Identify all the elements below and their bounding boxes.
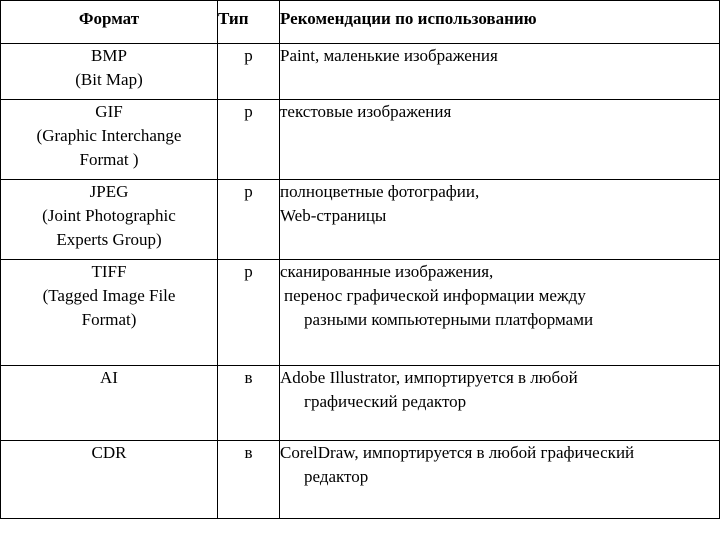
format-cell: [1, 441, 218, 519]
recommendation-line: Web-страницы: [280, 206, 387, 225]
recommendation-line: текстовые изображения: [280, 102, 452, 121]
format-cell: [1, 44, 218, 100]
table-row: [1, 441, 720, 519]
table-row: [1, 100, 720, 180]
type-cell: в: [218, 441, 280, 519]
recommendation-cell: [280, 260, 720, 366]
format-description: Experts Group): [56, 230, 162, 249]
recommendation-line: разными компьютерными платформами: [304, 310, 594, 329]
table-row: [1, 180, 720, 260]
header-type: Тип: [218, 1, 280, 44]
recommendation-cell: [280, 366, 720, 441]
format-cell: [1, 100, 218, 180]
recommendation-line: Paint, маленькие изображения: [280, 46, 498, 65]
table-row: [1, 260, 720, 366]
type-cell: в: [218, 366, 280, 441]
recommendation-line: перенос графической информации между: [284, 286, 586, 305]
table-row: [1, 366, 720, 441]
recommendation-line: Adobe Illustrator, импортируется в любой: [280, 368, 578, 387]
format-name: CDR: [91, 443, 127, 462]
recommendation-cell: [280, 44, 720, 100]
format-description: Format): [81, 310, 137, 329]
format-description: (Tagged Image File: [42, 286, 176, 305]
type-cell: р: [218, 260, 280, 366]
format-name: BMP: [91, 46, 127, 65]
recommendation-cell: [280, 100, 720, 180]
recommendation-line: CorelDraw, импортируется в любой графический: [280, 443, 635, 462]
recommendation-cell: [280, 180, 720, 260]
type-cell: р: [218, 44, 280, 100]
format-name: TIFF: [91, 262, 127, 281]
format-name: JPEG: [89, 182, 129, 201]
format-name: GIF: [95, 102, 123, 121]
recommendation-line: графический редактор: [304, 392, 467, 411]
format-description: (Joint Photographic: [42, 206, 176, 225]
format-cell: [1, 180, 218, 260]
recommendation-line: полноцветные фотографии,: [280, 182, 480, 201]
type-cell: р: [218, 100, 280, 180]
header-recommendations: Рекомендации по использованию: [280, 1, 720, 44]
format-description: (Graphic Interchange: [36, 126, 182, 145]
format-cell: [1, 366, 218, 441]
recommendation-line: сканированные изображения,: [280, 262, 494, 281]
type-cell: р: [218, 180, 280, 260]
table-header-row: [1, 1, 720, 44]
format-description: (Bit Map): [75, 70, 143, 89]
format-name: AI: [100, 368, 118, 387]
recommendation-line: редактор: [304, 467, 369, 486]
recommendation-cell: [280, 441, 720, 519]
header-format: Формат: [1, 1, 218, 44]
table-row: [1, 44, 720, 100]
format-cell: [1, 260, 218, 366]
format-description: Format ): [79, 150, 139, 169]
